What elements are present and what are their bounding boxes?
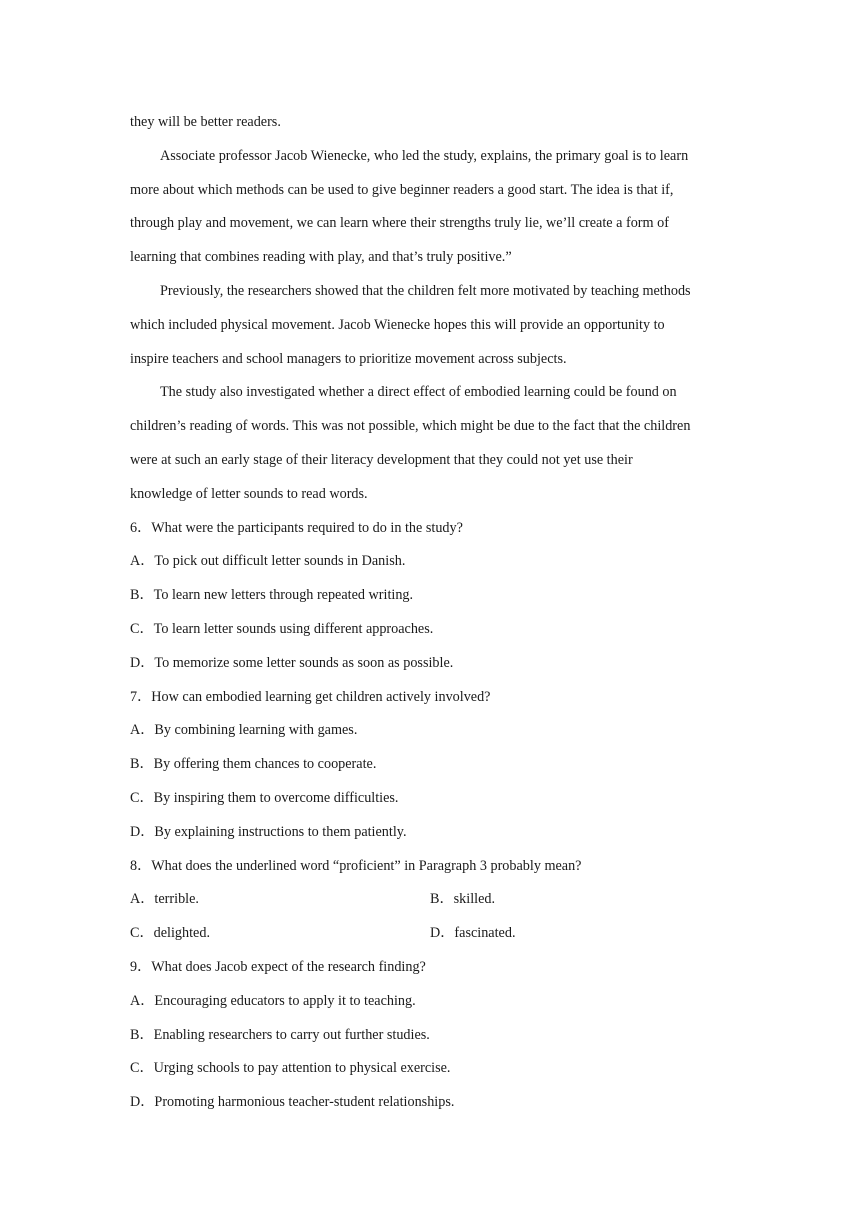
answer-option-a: A．terrible. [130, 891, 199, 908]
reading-passage [130, 112, 740, 518]
question-8 [130, 856, 740, 957]
question-9 [130, 957, 740, 1126]
question-text: 7．How can embodied learning get children actively involved? [130, 688, 491, 705]
answer-option-a: A．Encouraging educators to apply it to teaching. [130, 992, 416, 1009]
answer-option-d: D．fascinated. [430, 925, 516, 942]
passage-line: inspire teachers and school managers to prioritize movement across subjects. [130, 350, 567, 367]
answer-option-d: D．To memorize some letter sounds as soon as possible. [130, 654, 454, 671]
passage-line: they will be better readers. [130, 114, 281, 130]
passage-line: learning that combines reading with play, and that’s truly positive.” [130, 249, 512, 266]
answer-option-c: C．By inspiring them to overcome difficulties. [130, 789, 399, 806]
question-text: 8．What does the underlined word “proficient” in Paragraph 3 probably mean? [130, 857, 582, 874]
answer-row [130, 889, 740, 923]
answer-option-b: B．To learn new letters through repeated writing. [130, 587, 414, 604]
passage-line: more about which methods can be used to give beginner readers a good start. The idea is that if, [130, 181, 674, 198]
passage-line: through play and movement, we can learn where their strengths truly lie, we’ll create a form of [130, 215, 669, 232]
page-content [130, 112, 740, 1126]
answer-option-a: A．To pick out difficult letter sounds in Danish. [130, 553, 406, 570]
question-6 [130, 518, 740, 687]
question-7 [130, 687, 740, 856]
answer-option-d: D．By explaining instructions to them patiently. [130, 823, 407, 840]
passage-line: knowledge of letter sounds to read words. [130, 485, 368, 502]
answer-option-a: A．By combining learning with games. [130, 722, 358, 739]
answer-option-d: D．Promoting harmonious teacher-student relationships. [130, 1094, 455, 1111]
answer-option-c: C．delighted. [130, 925, 210, 942]
answer-option-c: C．Urging schools to pay attention to physical exercise. [130, 1060, 451, 1077]
answer-option-b: B．By offering them chances to cooperate. [130, 756, 377, 773]
answer-option-b: B．skilled. [430, 891, 496, 908]
answer-option-b: B．Enabling researchers to carry out further studies. [130, 1026, 430, 1043]
passage-line: children’s reading of words. This was not possible, which might be due to the fact that the children [130, 418, 691, 435]
passage-line: Previously, the researchers showed that the children felt more motivated by teaching methods [160, 282, 691, 299]
answer-option-c: C．To learn letter sounds using different approaches. [130, 620, 434, 637]
passage-line: were at such an early stage of their literacy development that they could not yet use their [130, 451, 633, 468]
question-text: 6．What were the participants required to do in the study? [130, 519, 463, 536]
answer-row [130, 923, 740, 957]
question-text: 9．What does Jacob expect of the research finding? [130, 958, 426, 975]
passage-line: Associate professor Jacob Wienecke, who led the study, explains, the primary goal is to learn [160, 147, 689, 164]
passage-line: which included physical movement. Jacob Wienecke hopes this will provide an opportunity to [130, 316, 665, 333]
passage-line: The study also investigated whether a direct effect of embodied learning could be found on [160, 384, 677, 401]
